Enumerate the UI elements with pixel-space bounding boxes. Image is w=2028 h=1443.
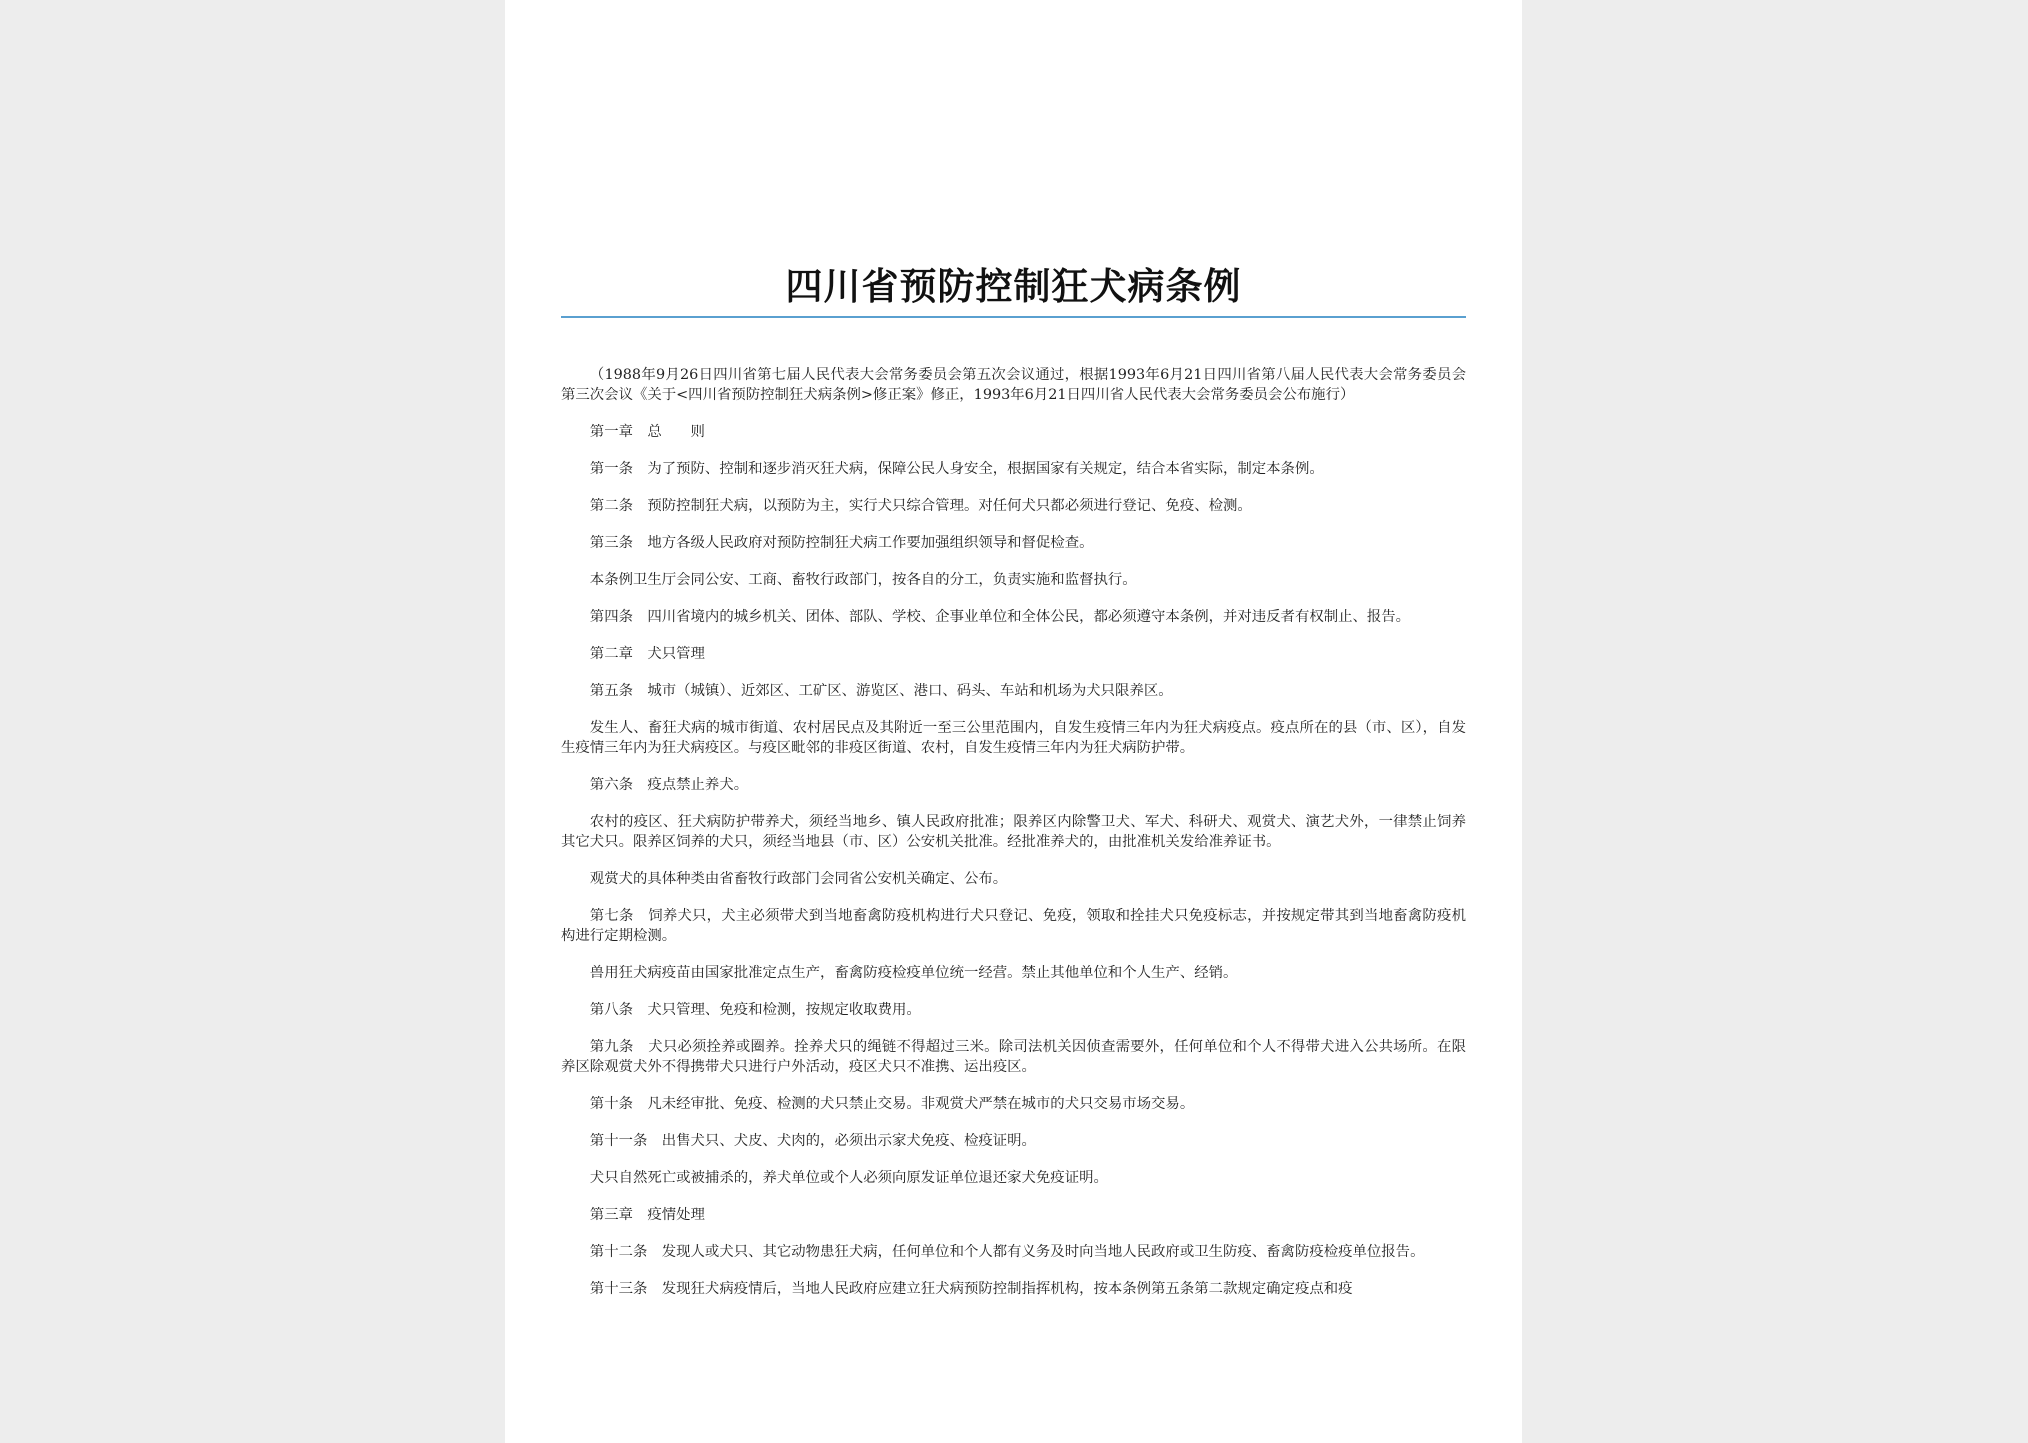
chapter-heading: 第三章 疫情处理 [589, 1207, 705, 1223]
chapter-heading: 第二章 犬只管理 [589, 646, 705, 662]
article-paragraph: 农村的疫区、狂犬病防护带养犬，须经当地乡、镇人民政府批准；限养区内除警卫犬、军犬、科研犬、观赏犬、演艺犬外，一律禁止饲养其它犬只。限养区饲养的犬只，须经当地县（市、区）公安机关批准。经批准养犬的，由批准机关发给准养证书。 [561, 814, 1466, 850]
article-paragraph: 发生人、畜狂犬病的城市街道、农村居民点及其附近一至三公里范围内，自发生疫情三年内为狂犬病疫点。疫点所在的县（市、区），自发生疫情三年内为狂犬病疫区。与疫区毗邻的非疫区街道、农村，自发生疫情三年内为狂犬病防护带。 [561, 720, 1466, 756]
document-title: 四川省预防控制狂犬病条例 [785, 264, 1242, 308]
article-paragraph: 本条例卫生厅会同公安、工商、畜牧行政部门，按各自的分工，负责实施和监督执行。 [589, 572, 1137, 588]
article-paragraph: 犬只自然死亡或被捕杀的，养犬单位或个人必须向原发证单位退还家犬免疫证明。 [589, 1170, 1108, 1186]
article-paragraph: 第三条 地方各级人民政府对预防控制狂犬病工作要加强组织领导和督促检查。 [589, 535, 1094, 551]
title-underline [561, 316, 1466, 318]
article-paragraph: 第九条 犬只必须拴养或圈养。拴养犬只的绳链不得超过三米。除司法机关因侦查需要外，任何单位和个人不得带犬进入公共场所。在限养区除观赏犬外不得携带犬只进行户外活动，疫区犬只不准携、运出疫区。 [561, 1039, 1466, 1075]
article-paragraph: 第十条 凡未经审批、免疫、检测的犬只禁止交易。非观赏犬严禁在城市的犬只交易市场交易。 [589, 1096, 1195, 1112]
article-paragraph: 第一条 为了预防、控制和逐步消灭狂犬病，保障公民人身安全，根据国家有关规定，结合本省实际，制定本条例。 [589, 461, 1324, 477]
preamble-paragraph: （1988年9月26日四川省第七届人民代表大会常务委员会第五次会议通过，根据1993年6月21日四川省第八届人民代表大会常务委员会第三次会议《关于<四川省预防控制狂犬病条例>修正案》修正，1993年6月21日四川省人民代表大会常务委员会公布施行） [561, 367, 1466, 403]
document-page [505, 0, 1522, 1443]
article-paragraph: 第十一条 出售犬只、犬皮、犬肉的，必须出示家犬免疫、检疫证明。 [589, 1133, 1036, 1149]
article-paragraph: 第六条 疫点禁止养犬。 [589, 777, 749, 793]
chapter-heading: 第一章 总 则 [589, 424, 705, 440]
article-paragraph: 第五条 城市（城镇）、近郊区、工矿区、游览区、港口、码头、车站和机场为犬只限养区。 [589, 683, 1173, 699]
article-paragraph: 第十三条 发现狂犬病疫情后，当地人民政府应建立狂犬病预防控制指挥机构，按本条例第五条第二款规定确定疫点和疫 [589, 1281, 1353, 1297]
article-paragraph: 第七条 饲养犬只，犬主必须带犬到当地畜禽防疫机构进行犬只登记、免疫，领取和拴挂犬只免疫标志，并按规定带其到当地畜禽防疫机构进行定期检测。 [561, 908, 1466, 944]
article-paragraph: 第二条 预防控制狂犬病，以预防为主，实行犬只综合管理。对任何犬只都必须进行登记、免疫、检测。 [589, 498, 1252, 514]
article-paragraph: 第八条 犬只管理、免疫和检测，按规定收取费用。 [589, 1002, 921, 1018]
article-paragraph: 兽用狂犬病疫苗由国家批准定点生产，畜禽防疫检疫单位统一经营。禁止其他单位和个人生产、经销。 [589, 965, 1238, 981]
article-paragraph: 第四条 四川省境内的城乡机关、团体、部队、学校、企事业单位和全体公民，都必须遵守本条例，并对违反者有权制止、报告。 [589, 609, 1411, 625]
document-body [561, 365, 1466, 1316]
article-paragraph: 观赏犬的具体种类由省畜牧行政部门会同省公安机关确定、公布。 [589, 871, 1008, 887]
article-paragraph: 第十二条 发现人或犬只、其它动物患狂犬病，任何单位和个人都有义务及时向当地人民政府或卫生防疫、畜禽防疫检疫单位报告。 [589, 1244, 1425, 1260]
